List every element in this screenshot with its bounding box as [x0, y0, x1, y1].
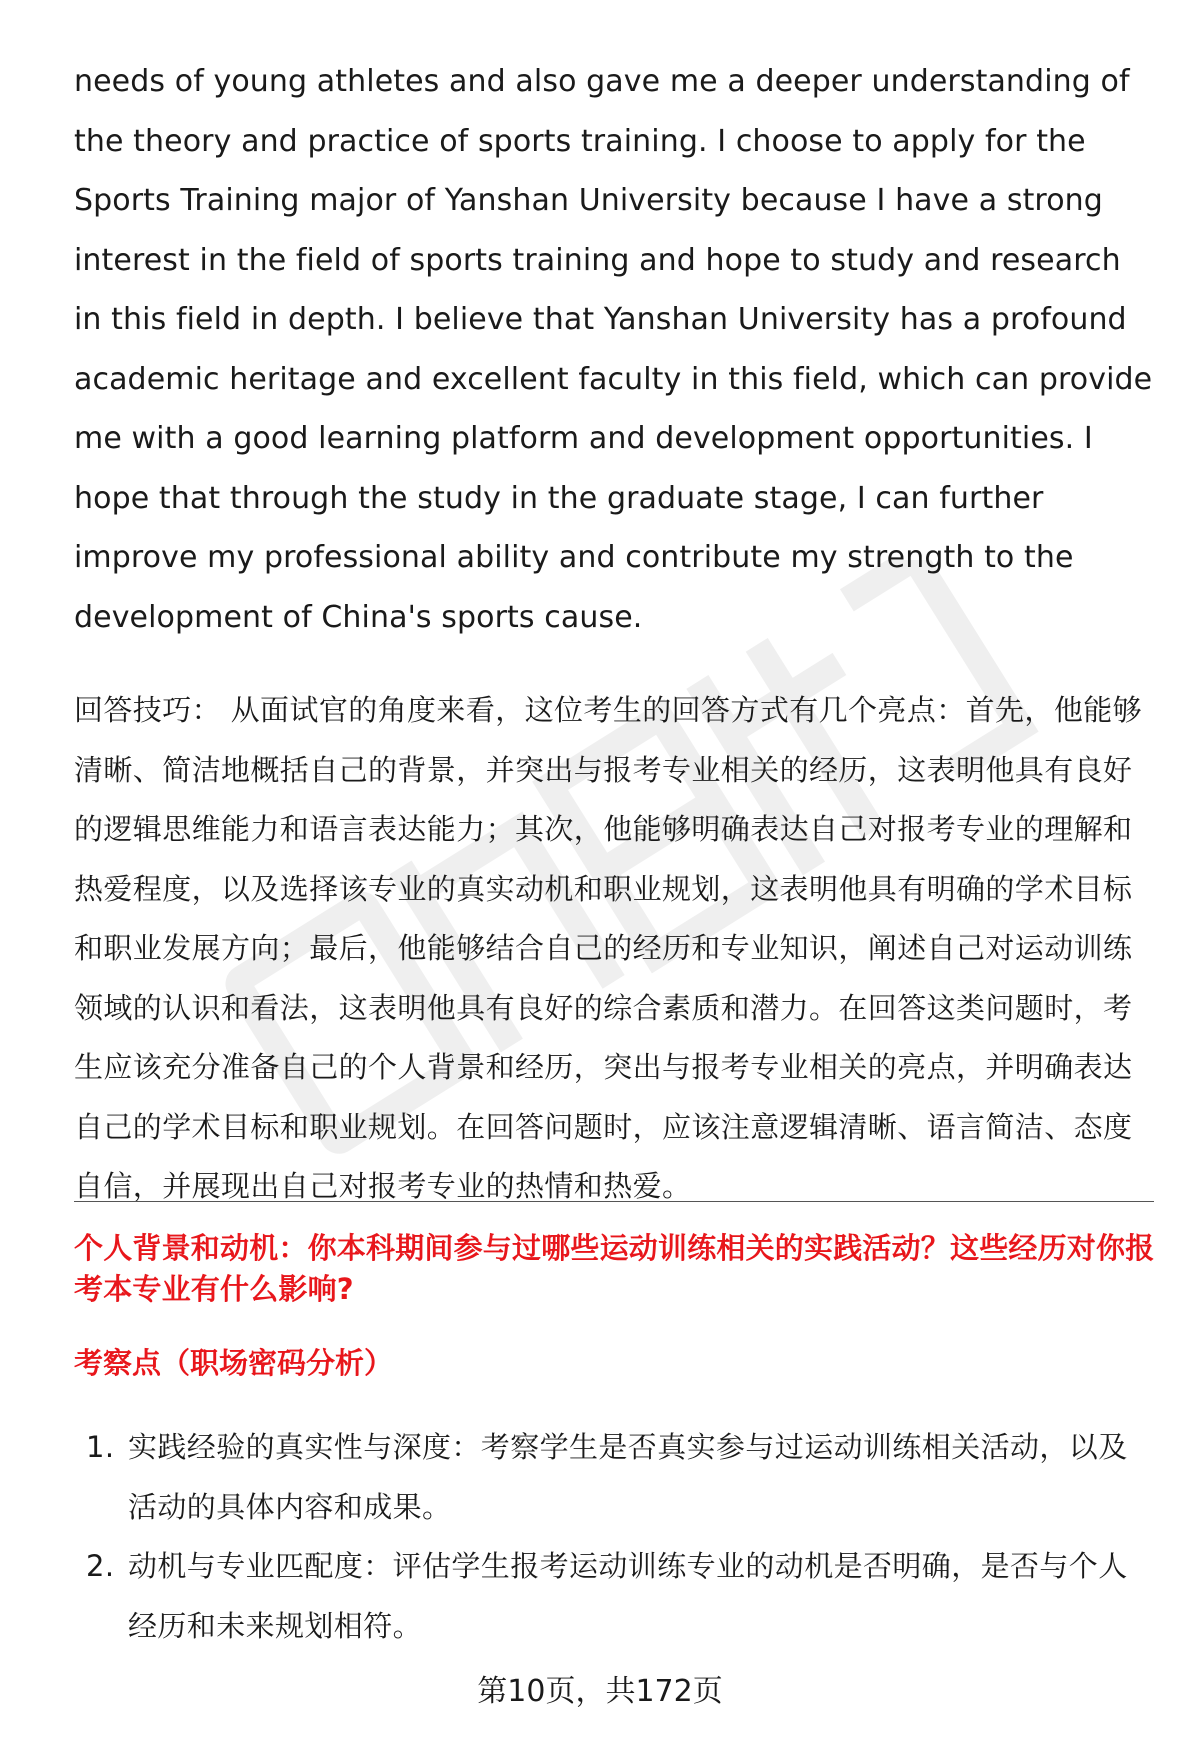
interview-question: 个人背景和动机：你本科期间参与过哪些运动训练相关的实践活动？这些经历对你报考本专业有什么影响?: [74, 1231, 1155, 1306]
list-item-text: 实践经验的真实性与深度：考察学生是否真实参与过运动训练相关活动，以及活动的具体内容和成果。: [128, 1430, 1128, 1524]
list-item: [74, 1537, 1154, 1656]
section-title: 考察点（职场密码分析）: [74, 1346, 394, 1380]
answer-tip-text: 从面试官的角度来看，这位考生的回答方式有几个亮点：首先，他能够清晰、简洁地概括自己的背景，并突出与报考专业相关的经历，这表明他具有良好的逻辑思维能力和语言表达能力；其次，他能够明确表达自己对报考专业的理解和热爱程度，以及选择该专业的真实动机和职业规划，这表明他具有明确的学术目标和职业发展方向；最后，他能够结合自己的经历和专业知识，阐述自己对运动训练领域的认识和看法，这表明他具有良好的综合素质和潜力。在回答这类问题时，考生应该充分准备自己的个人背景和经历，突出与报考专业相关的亮点，并明确表达自己的学术目标和职业规划。在回答问题时，应该注意逻辑清晰、语言简洁、态度自信，并展现出自己对报考专业的热情和热爱。: [74, 693, 1143, 1203]
list-item-number: 1.: [86, 1430, 115, 1464]
english-answer-paragraph: needs of young athletes and also gave me a deeper understanding of the theory and practice of sports training. I choose to apply for the Sports Training major of Yanshan University because I have a strong interest in the field of sports training and hope to study and research in this field in depth. I believe that Yanshan University has a profound academic heritage and excellent faculty in this field, which can provide me with a good learning platform and development opportunities. I hope that through the study in the graduate stage, I can further improve my professional ability and contribute my strength to the development of China's sports cause.: [74, 64, 1153, 635]
assessment-points-list: [74, 1418, 1154, 1656]
list-item-text: 动机与专业匹配度：评估学生报考运动训练专业的动机是否明确，是否与个人经历和未来规划相符。: [128, 1549, 1128, 1643]
page-footer: 第10页，共172页: [477, 1674, 723, 1709]
answer-tip-label: 回答技巧：: [74, 693, 222, 727]
answer-tip-paragraph: [74, 681, 1154, 1217]
main-content: [74, 52, 1154, 1217]
list-item-number: 2.: [86, 1549, 115, 1583]
list-item: [74, 1418, 1154, 1537]
section-divider: [74, 1201, 1154, 1202]
